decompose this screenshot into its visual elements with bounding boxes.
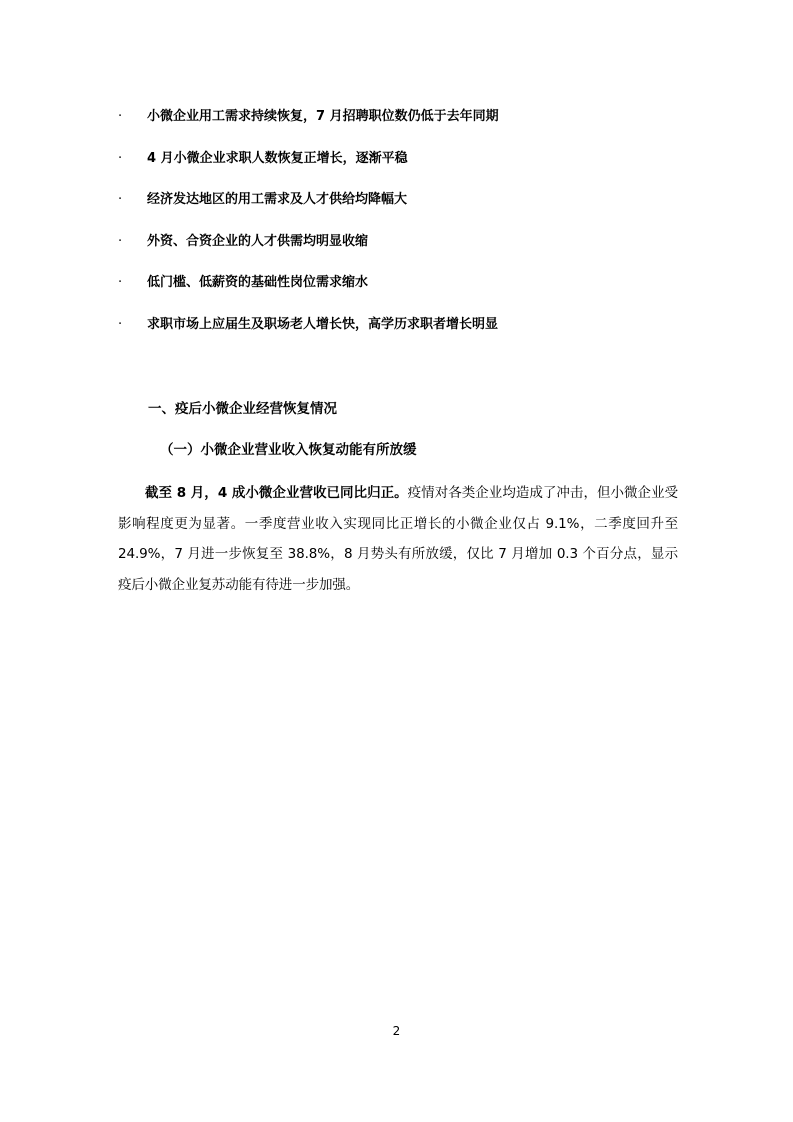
bullet-text: 小微企业用工需求持续恢复，7 月招聘职位数仍低于去年同期 [147, 109, 499, 124]
bullet-marker: · [118, 275, 123, 291]
paragraph-lead-sentence: 截至 8 月，4 成小微企业营收已同比归正。 [145, 485, 408, 501]
body-paragraph [118, 478, 678, 600]
bullet-marker: · [118, 192, 123, 208]
bullet-text: 外资、合资企业的人才供需均明显收缩 [147, 233, 369, 249]
bullet-text: 4 月小微企业求职人数恢复正增长，逐渐平稳 [147, 150, 408, 166]
bullet-item [118, 189, 718, 231]
bullet-item [118, 314, 718, 356]
bullet-marker: · [118, 109, 123, 124]
bullet-marker: · [118, 316, 123, 332]
section-heading: 一、疫后小微企业经营恢复情况 [148, 401, 337, 417]
bullet-marker: · [118, 233, 123, 249]
bullet-item [118, 231, 718, 273]
section-subheading: （一）小微企业营业收入恢复动能有所放缓 [160, 442, 417, 458]
bullet-item [118, 148, 718, 190]
bullet-text: 低门槛、低薪资的基础性岗位需求缩水 [147, 275, 369, 291]
bullet-text: 求职市场上应届生及职场老人增长快，高学历求职者增长明显 [147, 316, 499, 332]
bullet-item [118, 106, 718, 148]
bullet-text: 经济发达地区的用工需求及人才供给均降幅大 [147, 192, 408, 208]
summary-bullet-list [118, 106, 718, 356]
paragraph-body-text: 疫情对各类企业均造成了冲击，但小微企业受影响程度更为显著。一季度营业收入实现同比正增长的小微企业仅占 9.1%，二季度回升至 24.9%，7 月进一步恢复至 38.8%，8 月势头有所放缓，仅比 7 月增加 0.3 个百分点，显示疫后小微企业复苏动能有待进一步加强。 [118, 485, 679, 593]
bullet-item [118, 272, 718, 314]
bullet-marker: · [118, 150, 123, 166]
page-number: 2 [392, 1024, 401, 1038]
